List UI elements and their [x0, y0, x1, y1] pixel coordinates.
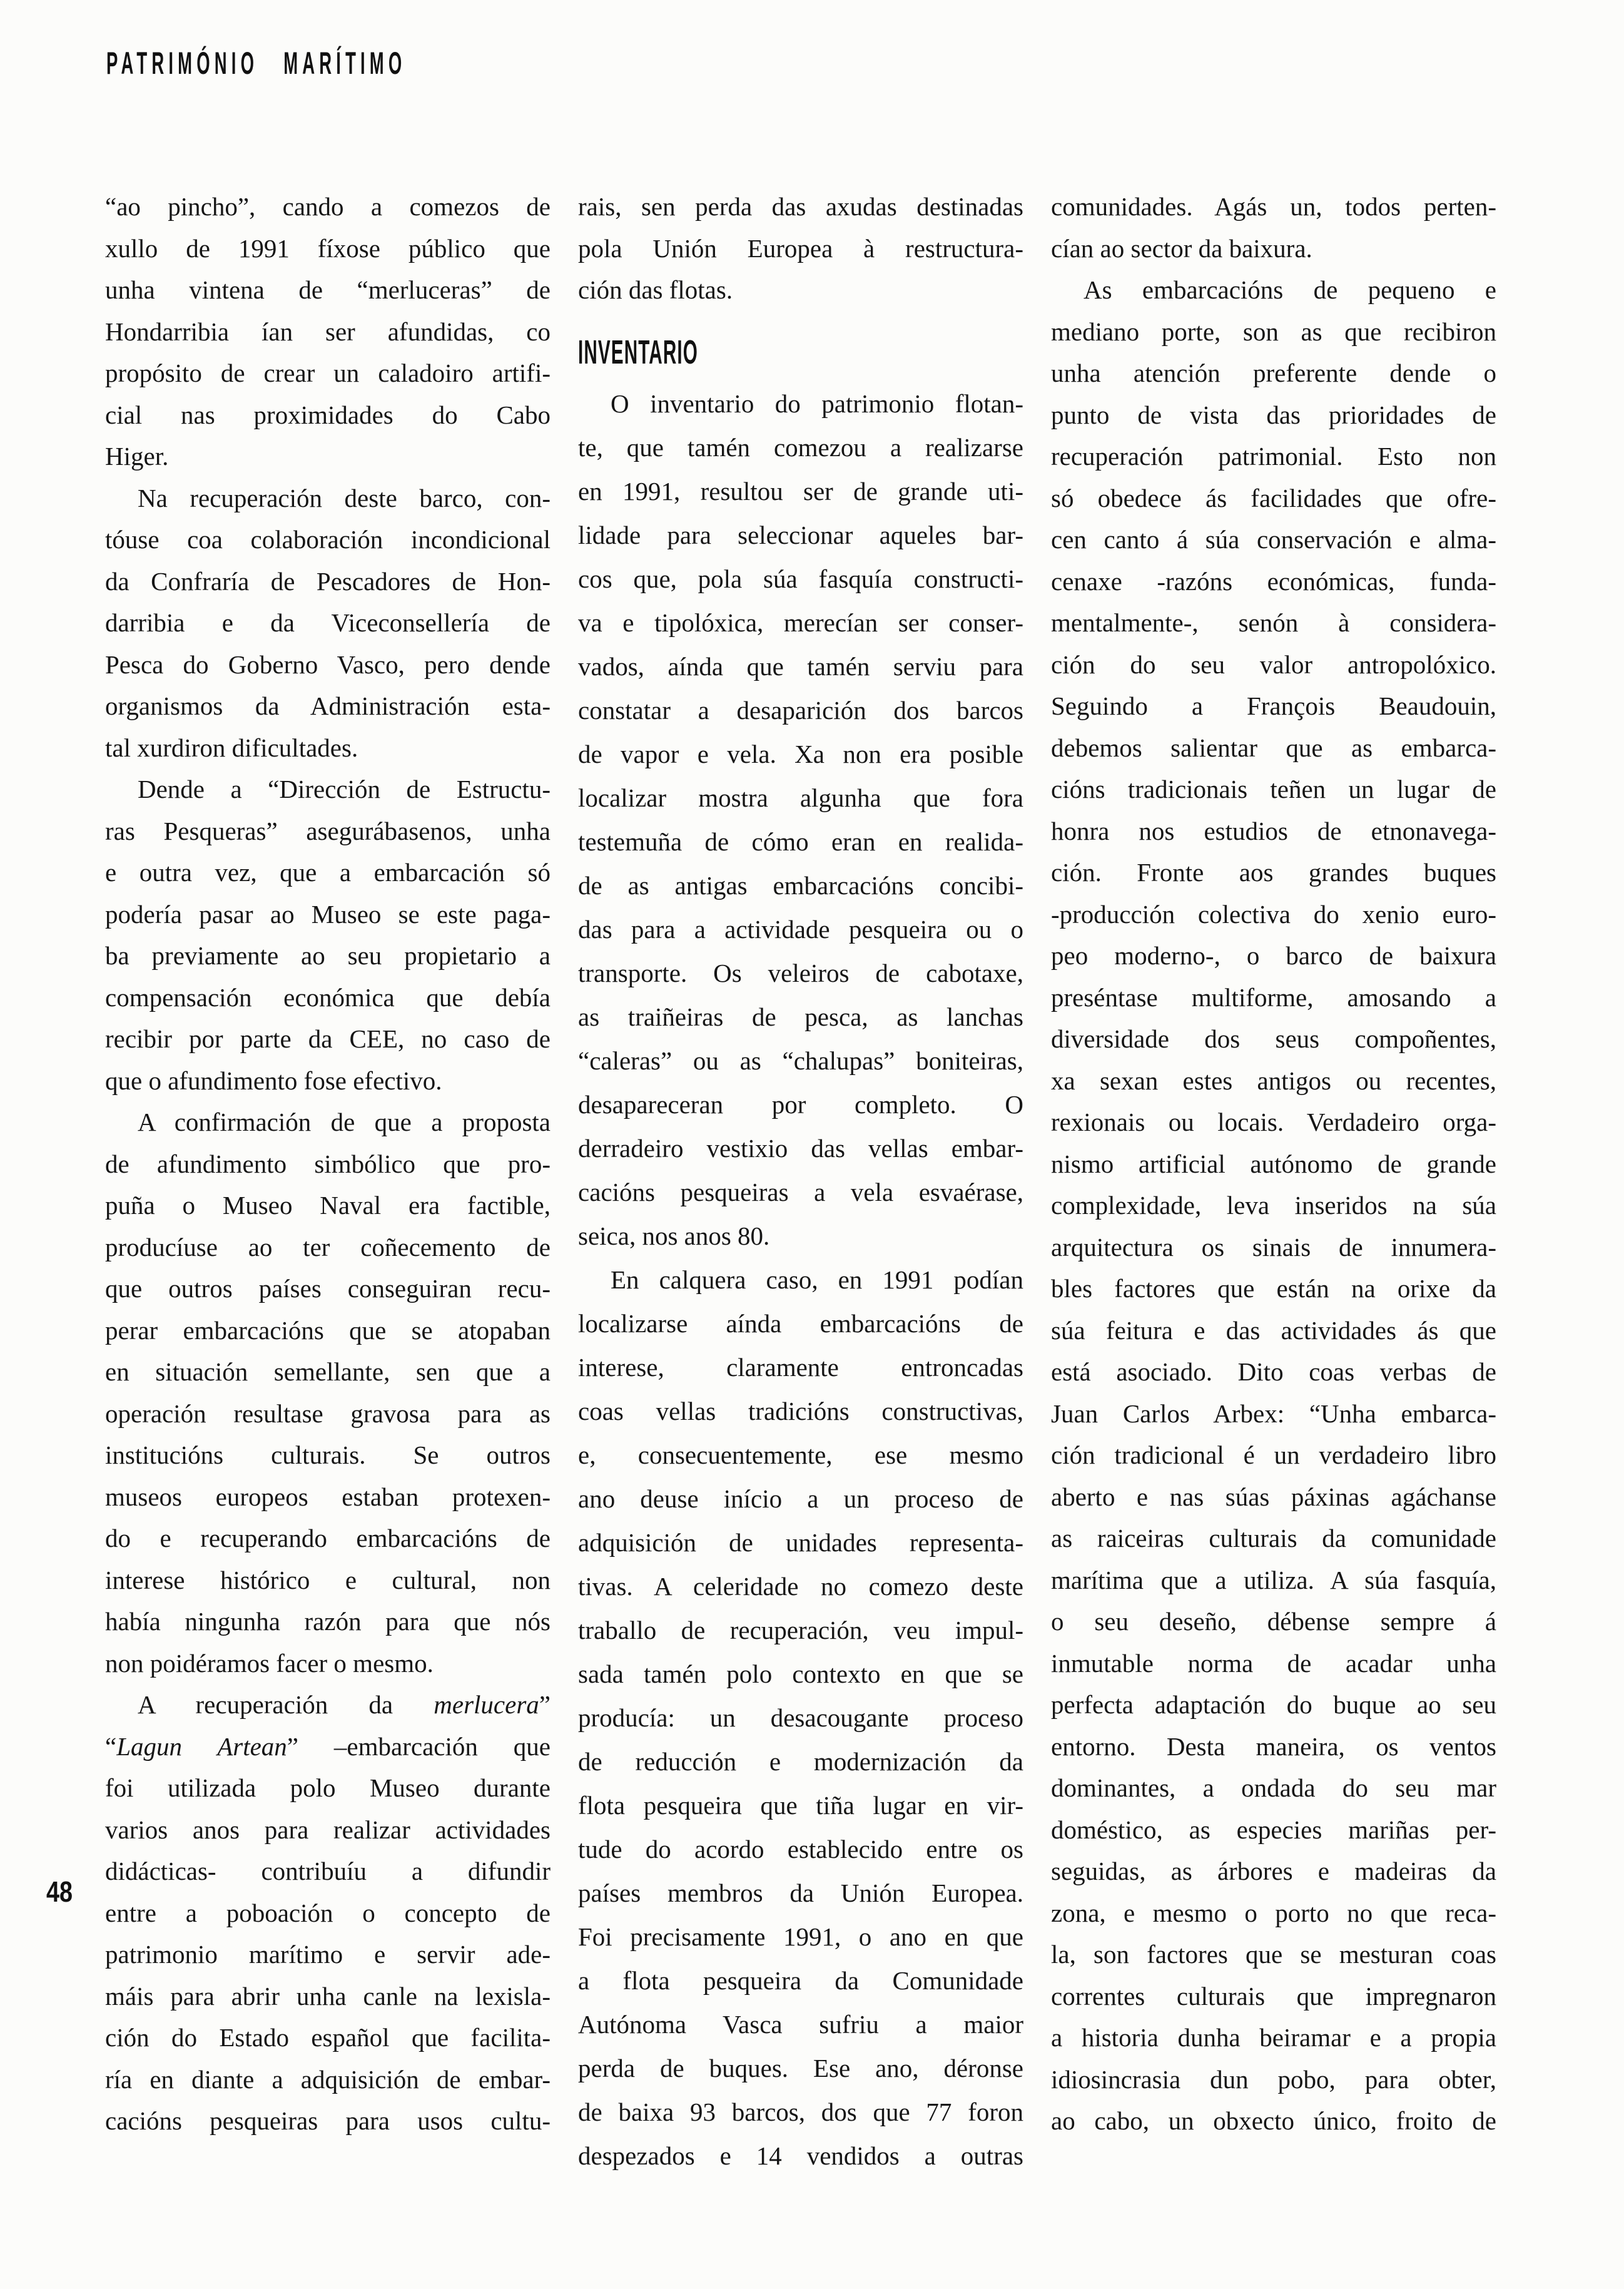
text-line: cos que, pola súa fasquía constructi- [578, 564, 1023, 593]
text-line: ba previamente ao seu propietario a [105, 941, 551, 970]
text-line: cións tradicionais teñen un lugar de [1051, 775, 1496, 803]
text-line: de baixa 93 barcos, dos que 77 foron [578, 2097, 1023, 2126]
text-line: entre a poboación o concepto de [105, 1898, 551, 1927]
text-line: museos europeos estaban protexen- [105, 1482, 551, 1511]
text-line: localizarse aínda embarcacións de [578, 1308, 1023, 1338]
text-line: perar embarcacións que se atopaban [105, 1315, 551, 1345]
text-line: ras Pesqueras” asegurábasenos, unha [105, 816, 551, 845]
text-line: En calquera caso, en 1991 podían [611, 1265, 1023, 1294]
text-line: seguidas, as árbores e madeiras da [1051, 1857, 1496, 1885]
text-line: só obedece ás facilidades que ofre- [1051, 483, 1496, 512]
text-line: perda de buques. Ese ano, déronse [578, 2053, 1023, 2083]
text-line: O inventario do patrimonio flotan- [611, 389, 1023, 418]
paragraph [578, 186, 1023, 311]
text-line: en 1991, resultou ser de grande uti- [578, 476, 1023, 506]
text-line: la, son factores que se mesturan coas [1051, 1940, 1496, 1969]
text-line: debemos salientar que as embarca- [1051, 733, 1496, 762]
text-line: te, que tamén comezou a realizarse [578, 432, 1023, 462]
text-line: inmutable norma de acadar unha [1051, 1648, 1496, 1678]
text-line: “caleras” ou as “chalupas” boniteiras, [578, 1046, 1023, 1075]
paragraph [105, 186, 551, 477]
text-line: flota pesqueira que tiña lugar en vir- [578, 1790, 1023, 1820]
text-line: institucións culturais. Se outros [105, 1440, 551, 1469]
text-line: seica, nos anos 80. [578, 1221, 770, 1250]
text-line: dominantes, a ondada do seu mar [1051, 1773, 1496, 1802]
text-line: lidade para seleccionar aqueles bar- [578, 520, 1023, 549]
text-line: constatar a desaparición dos barcos [578, 695, 1023, 725]
text-line: organismos da Administración esta- [105, 691, 551, 720]
text-line: transporte. Os veleiros de cabotaxe, [578, 958, 1023, 987]
text-line: bles factores que están na orixe da [1051, 1274, 1496, 1303]
text-line: complexidade, leva inseridos na súa [1051, 1191, 1496, 1220]
text-line: sada tamén polo contexto en que se [578, 1659, 1023, 1688]
text-line: nismo artificial autónomo de grande [1051, 1149, 1496, 1178]
paragraph [578, 382, 1023, 1258]
paragraph [1051, 269, 1496, 2142]
text-line: patrimonio marítimo e servir ade- [105, 1940, 551, 1969]
text-line: mediano porte, son as que recibiron [1051, 317, 1496, 346]
text-line: ción das flotas. [578, 275, 733, 304]
text-line: tude do acordo establecido entre os [578, 1834, 1023, 1863]
text-line: varios anos para realizar actividades [105, 1815, 551, 1844]
text-line: vados, aínda que tamén serviu para [578, 651, 1023, 681]
text-line: marítima que a utiliza. A súa fasquía, [1051, 1565, 1496, 1594]
text-line: ción do Estado español que facilita- [105, 2023, 551, 2052]
text-line: pola Unión Europea à restructura- [578, 233, 1023, 263]
text-line: cen canto á súa conservación e alma- [1051, 525, 1496, 554]
text-line: despezados e 14 vendidos a outras [578, 2141, 1023, 2170]
text-line: mentalmente-, senón à considera- [1051, 608, 1496, 637]
text-line: derradeiro vestixio das vellas embar- [578, 1133, 1023, 1163]
text-line: rexionais ou locais. Verdadeiro orga- [1051, 1108, 1496, 1136]
text-line: darribia e da Viceconsellería de [105, 608, 551, 637]
text-line: tivas. A celeridade no comezo deste [578, 1571, 1023, 1601]
page-number: 48 [46, 1875, 73, 1908]
text-line: que outros países conseguiran recu- [105, 1274, 551, 1303]
text-line: preséntase multiforme, amosando a [1051, 982, 1496, 1012]
text-line: cacións pesqueiras a vela esvaérase, [578, 1177, 1023, 1206]
text-line: que o afundimento fose efectivo. [105, 1066, 442, 1095]
text-line: traballo de recuperación, veu impul- [578, 1615, 1023, 1644]
text-line: localizar mostra algunha que fora [578, 783, 1023, 812]
text-line: en situación semellante, sen que a [105, 1357, 551, 1386]
text-line: Higer. [105, 442, 169, 471]
text-line: Seguindo a François Beaudouin, [1051, 691, 1496, 720]
text-line: as raiceiras culturais da comunidade [1051, 1524, 1496, 1552]
text-line: está asociado. Dito coas verbas de [1051, 1357, 1496, 1386]
text-line: ción do seu valor antropolóxico. [1051, 650, 1496, 679]
text-line: xullo de 1991 fíxose público que [105, 233, 551, 263]
text-line: propósito de crear un caladoiro artifi- [105, 359, 551, 387]
text-line: comunidades. Agás un, todos perten- [1051, 192, 1496, 221]
text-line: xa sexan estes antigos ou recentes, [1051, 1066, 1496, 1095]
text-line: recuperación patrimonial. Esto non [1051, 442, 1496, 471]
text-line: producíuse ao ter coñecemento de [105, 1232, 551, 1262]
paragraph [105, 477, 551, 769]
text-line: testemuña de cómo eran en realida- [578, 827, 1023, 856]
text-line: unha vintena de “merluceras” de [105, 275, 551, 304]
text-line: ano deuse início a un proceso de [578, 1484, 1023, 1513]
paragraph [578, 1258, 1023, 2178]
section-heading: INVENTARIO [578, 333, 698, 371]
text-line: interese histórico e cultural, non [105, 1565, 551, 1594]
text-column-2 [578, 186, 1023, 2178]
text-line: das para a actividade pesqueira ou o [578, 914, 1023, 944]
paragraph [105, 1684, 551, 2142]
text-line: Foi precisamente 1991, o ano en que [578, 1922, 1023, 1951]
paragraph [105, 768, 551, 1101]
text-column-1 [105, 186, 551, 2142]
text-line: as traiñeiras de pesca, as lanchas [578, 1002, 1023, 1031]
text-line: cenaxe -razóns económicas, funda- [1051, 566, 1496, 596]
text-line: ción. Fronte aos grandes buques [1051, 858, 1496, 887]
text-line: de as antigas embarcacións concibi- [578, 870, 1023, 900]
text-line: aberto e nas súas páxinas agáchanse [1051, 1482, 1496, 1511]
text-line: de afundimento simbólico que pro- [105, 1149, 551, 1178]
text-line: recibir por parte da CEE, no caso de [105, 1024, 551, 1053]
text-line: países membros da Unión Europea. [578, 1878, 1023, 1907]
text-line: a flota pesqueira da Comunidade [578, 1965, 1023, 1995]
text-line: Autónoma Vasca sufriu a maior [578, 2009, 1023, 2039]
text-line: diversidade dos seus compoñentes, [1051, 1024, 1496, 1053]
text-line: Juan Carlos Arbex: “Unha embarca- [1051, 1399, 1496, 1428]
text-column-3 [1051, 186, 1496, 2142]
text-line: puña o Museo Naval era factible, [105, 1191, 551, 1220]
text-line: compensación económica que debía [105, 982, 551, 1012]
text-line: unha atención preferente dende o [1051, 359, 1496, 387]
text-line: entorno. Desta maneira, os ventos [1051, 1731, 1496, 1761]
text-line: idiosincrasia dun pobo, para obter, [1051, 2064, 1496, 2094]
text-line: doméstico, as especies mariñas per- [1051, 1815, 1496, 1844]
text-line: correntes culturais que impregnaron [1051, 1981, 1496, 2011]
text-line: rais, sen perda das axudas destinadas [578, 192, 1023, 221]
text-line: e, consecuentemente, ese mesmo [578, 1440, 1023, 1469]
text-line: As embarcacións de pequeno e [1084, 275, 1496, 304]
text-line: da Confraría de Pescadores de Hon- [105, 566, 551, 596]
text-line: ao cabo, un obxecto único, froito de [1051, 2106, 1496, 2135]
text-line: tóuse coa colaboración incondicional [105, 525, 551, 554]
text-line: non poidéramos facer o mesmo. [105, 1648, 434, 1678]
paragraph [1051, 186, 1496, 269]
paragraph [105, 1101, 551, 1684]
text-line: ción tradicional é un verdadeiro libro [1051, 1440, 1496, 1469]
text-line: -producción colectiva do xenio euro- [1051, 899, 1496, 929]
running-header: PATRIMÓNIO MARÍTIMO [106, 46, 407, 81]
text-line: ría en diante a adquisición de embar- [105, 2064, 551, 2094]
text-line: “ao pincho”, cando a comezos de [105, 192, 551, 221]
text-line: Na recuperación deste barco, con- [138, 483, 551, 512]
text-line: e outra vez, que a embarcación só [105, 858, 551, 887]
text-line: Hondarribia ían ser afundidas, co [105, 317, 551, 346]
text-line: había ningunha razón para que nós [105, 1607, 551, 1636]
text-line: podería pasar ao Museo se este paga- [105, 899, 551, 929]
text-line: producía: un desacougante proceso [578, 1703, 1023, 1732]
text-line: tal xurdiron dificultades. [105, 733, 358, 762]
text-line: Dende a “Dirección de Estructu- [138, 775, 551, 803]
text-line: va e tipolóxica, merecían ser conser- [578, 608, 1023, 637]
text-line: coas vellas tradicións constructivas, [578, 1396, 1023, 1425]
text-line: cían ao sector da baixura. [1051, 233, 1312, 263]
text-line: Pesca do Goberno Vasco, pero dende [105, 650, 551, 679]
text-line: perfecta adaptación do buque ao seu [1051, 1690, 1496, 1719]
text-line: cial nas proximidades do Cabo [105, 400, 551, 429]
text-line: “Lagun Artean” –embarcación que [105, 1731, 551, 1761]
text-line: zona, e mesmo o porto no que reca- [1051, 1898, 1496, 1927]
text-line: desapareceran por completo. O [578, 1089, 1023, 1119]
text-line: A recuperación da merlucera” [138, 1690, 551, 1719]
text-line: operación resultase gravosa para as [105, 1399, 551, 1428]
text-line: didácticas- contribuíu a difundir [105, 1857, 551, 1885]
text-line: punto de vista das prioridades de [1051, 400, 1496, 429]
text-line: honra nos estudios de etnonavega- [1051, 816, 1496, 845]
text-line: o seu deseño, débense sempre á [1051, 1607, 1496, 1636]
text-line: foi utilizada polo Museo durante [105, 1773, 551, 1802]
text-line: arquitectura os sinais de innumera- [1051, 1232, 1496, 1262]
text-line: cacións pesqueiras para usos cultu- [105, 2106, 551, 2135]
text-line: peo moderno-, o barco de baixura [1051, 941, 1496, 970]
text-line: a historia dunha beiramar e a propia [1051, 2023, 1496, 2052]
text-line: máis para abrir unha canle na lexisla- [105, 1981, 551, 2011]
text-line: interese, claramente entroncadas [578, 1352, 1023, 1382]
text-line: do e recuperando embarcacións de [105, 1524, 551, 1552]
text-line: A confirmación de que a proposta [138, 1108, 551, 1136]
text-line: súa feitura e das actividades ás que [1051, 1315, 1496, 1345]
text-line: de vapor e vela. Xa non era posible [578, 739, 1023, 768]
text-line: de reducción e modernización da [578, 1746, 1023, 1776]
text-line: adquisición de unidades representa- [578, 1527, 1023, 1557]
